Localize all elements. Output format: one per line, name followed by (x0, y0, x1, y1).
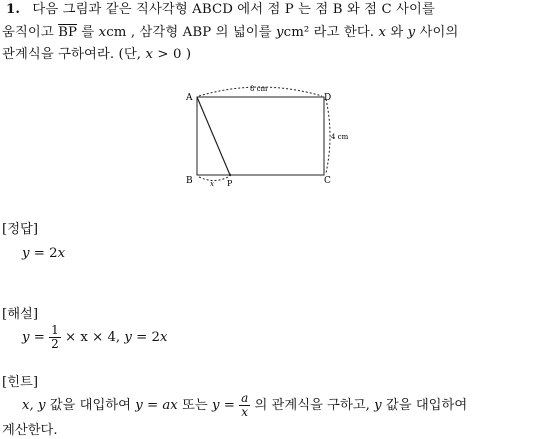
explanation-fraction (49, 324, 61, 351)
problem-text-3a: 관계식을 구하여라. (단, (2, 47, 142, 62)
var-y: y (276, 25, 284, 40)
explanation-mid: × x × 4, (65, 330, 121, 346)
problem-text-2d: cm² 라고 한다. (283, 25, 375, 40)
rectangle-abcd (197, 97, 324, 175)
var-y-2: y (407, 25, 416, 40)
problem-number: 1. (6, 2, 21, 17)
hint-fraction (239, 392, 250, 419)
hint-text-1f: 의 관계식을 구하고, (254, 398, 370, 414)
hint-heading: [힌트] (2, 375, 39, 390)
problem-text-2e: 와 (390, 25, 404, 40)
explanation-equation (22, 324, 167, 351)
var-x-2: x (378, 25, 387, 40)
answer-y: y (22, 246, 30, 261)
top-length-label: 8 cm (250, 85, 268, 93)
answer-rest: = 2 (33, 246, 58, 261)
right-dimension-arc (326, 99, 330, 173)
hint-text-1h: 값을 대입하여 (385, 398, 468, 414)
explanation-rhs-y: y (124, 330, 132, 346)
right-length-label: 4 cm (331, 133, 349, 141)
hint-text-1b: 값을 대입하여 (49, 398, 131, 414)
hint-y: y (374, 398, 382, 414)
problem-text-3b: > 0 ) (157, 47, 192, 62)
hint-eq-1: y = ax (135, 398, 178, 414)
problem-text-2a: 움직이고 (2, 25, 54, 40)
problem-text-2f: 사이의 (419, 25, 459, 40)
explanation-heading: [해설] (2, 307, 39, 322)
explanation-rhs-x: x (159, 330, 168, 346)
rectangle-figure (180, 80, 360, 192)
label-p: P (227, 179, 233, 188)
answer-x: x (57, 246, 66, 261)
hint-text-1d: 또는 (182, 398, 208, 414)
hint-frac-num: a (241, 391, 249, 405)
segment-bp: $\overline{BP}$ (58, 25, 78, 40)
problem-text-2b: 를 (81, 25, 95, 40)
bottom-length-label: x (210, 180, 214, 188)
var-x-3: x (145, 47, 154, 62)
problem-text-1: 다음 그림과 같은 직사각형 ABCD 에서 점 P 는 점 B 와 점 C 사이를 (32, 2, 435, 17)
point-p (229, 174, 231, 176)
label-a: A (186, 93, 193, 103)
hint-vars: x, y (22, 398, 46, 414)
answer-equation (22, 246, 65, 262)
label-c: C (324, 176, 331, 186)
problem-text-2c: cm , 삼각형 ABP 의 넓이를 (106, 25, 272, 40)
label-d: D (324, 93, 332, 103)
explanation-frac-num: 1 (51, 323, 59, 337)
explanation-lhs: y (22, 330, 30, 346)
label-b: B (186, 176, 193, 186)
explanation-eq: = (33, 330, 45, 346)
hint-eq-2: y = (211, 398, 235, 414)
answer-heading: [정답] (2, 222, 39, 237)
explanation-rhs: = 2 (136, 330, 160, 346)
var-x: x (98, 25, 107, 40)
hint-line-1 (22, 392, 467, 419)
problem-line-3 (2, 47, 191, 63)
explanation-frac-den: 2 (51, 337, 59, 352)
segment-ap (197, 97, 230, 175)
hint-line-2: 계산한다. (2, 423, 58, 438)
hint-frac-den: x (241, 405, 249, 420)
problem-line-2 (2, 25, 458, 41)
problem-line-1 (6, 2, 435, 18)
